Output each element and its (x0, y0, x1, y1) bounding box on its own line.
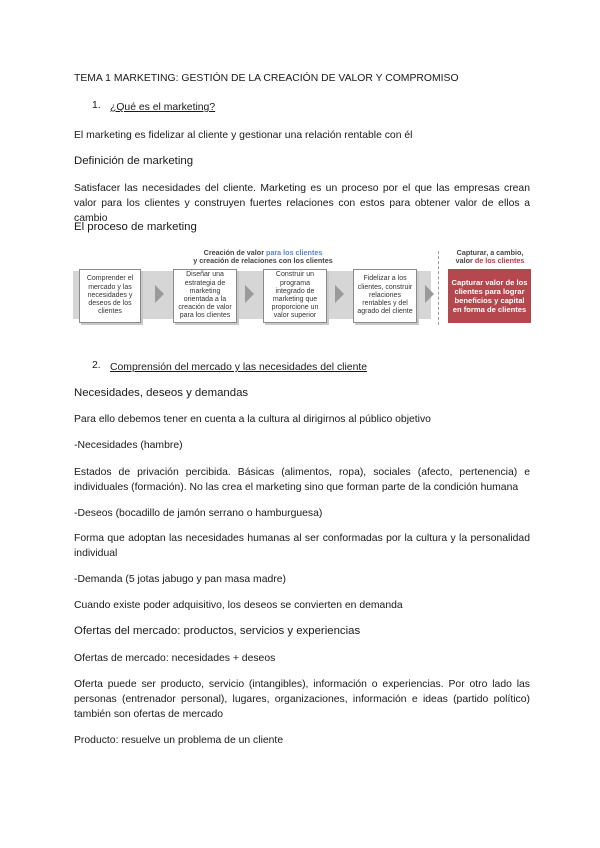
needs-text: Estados de privación percibida. Básicas (alimentos, ropa), sociales (afecto, pertenencia) e individuales (formación). No las crea el marketing sino que forman parte de la condición humana (74, 467, 530, 493)
wants-label: -Deseos (bocadillo de jamón serrano o hamburguesa) (74, 508, 323, 519)
wants-text: Forma que adoptan las necesidades humanas al ser conformadas por la cultura y la personalidad individual (74, 533, 530, 559)
diagram-final-step: Capturar valor de los clientes para lograr beneficios y capital en forma de clientes (448, 269, 531, 323)
diagram-step-1: Comprender el mercado y las necesidades y deseos de los clientes (79, 269, 141, 323)
section2-heading: Comprensión del mercado y las necesidades del cliente (110, 362, 368, 373)
diagram-step-4: Fidelizar a los clientes, construir relaciones rentables y del agrado del cliente (353, 269, 417, 323)
market-offers-text: Oferta puede ser producto, servicio (intangibles), información o experiencias. Por otro lado las personas (entrenador personal), lugares, organizaciones, información e ideas (partido político) también son ofertas de mercado (74, 679, 530, 720)
arrow-icon (425, 285, 434, 303)
definition-text: Satisfacer las necesidades del cliente. Marketing es un proceso por el que las empresas crean valor para los clientes y construyen fuertes relaciones con estos para obtener valor de ellos a cambio (74, 183, 530, 224)
section1-number: 1. (92, 100, 101, 111)
arrow-icon (335, 285, 344, 303)
marketing-process-diagram (73, 247, 533, 329)
section2-number: 2. (92, 360, 101, 371)
arrow-icon (155, 285, 164, 303)
needs-label: -Necesidades (hambre) (74, 440, 183, 451)
marketing-intro: El marketing es fidelizar al cliente y gestionar una relación rentable con él (74, 130, 413, 141)
process-heading: El proceso de marketing (74, 221, 197, 233)
diagram-divider (438, 251, 439, 325)
market-offers-definition: Ofertas de mercado: necesidades + deseos (74, 653, 276, 664)
definition-heading: Definición de marketing (74, 155, 194, 167)
section1-heading: ¿Qué es el marketing? (110, 102, 216, 113)
diagram-step-2: Diseñar una estrategia de marketing orientada a la creación de valor para los clientes (173, 269, 237, 323)
arrow-icon (245, 285, 254, 303)
demand-text: Cuando existe poder adquisitivo, los deseos se convierten en demanda (74, 600, 403, 611)
needs-wants-heading: Necesidades, deseos y demandas (74, 387, 249, 399)
product-definition: Producto: resuelve un problema de un cliente (74, 735, 284, 746)
market-offers-heading: Ofertas del mercado: productos, servicios y experiencias (74, 625, 361, 637)
diagram-caption-right: Capturar, a cambio, valor de los clientes (455, 248, 525, 265)
culture-paragraph: Para ello debemos tener en cuenta a la cultura al dirigirnos al público objetivo (74, 414, 431, 425)
demand-label: -Demanda (5 jotas jabugo y pan masa madre) (74, 574, 286, 585)
diagram-step-3: Construir un programa integrado de marketing que proporcione un valor superior (263, 269, 327, 323)
document-title: TEMA 1 MARKETING: GESTIÓN DE LA CREACIÓN DE VALOR Y COMPROMISO (74, 73, 459, 84)
diagram-caption-left: Creación de valor para los clientes y creación de relaciones con los clientes (193, 248, 333, 265)
